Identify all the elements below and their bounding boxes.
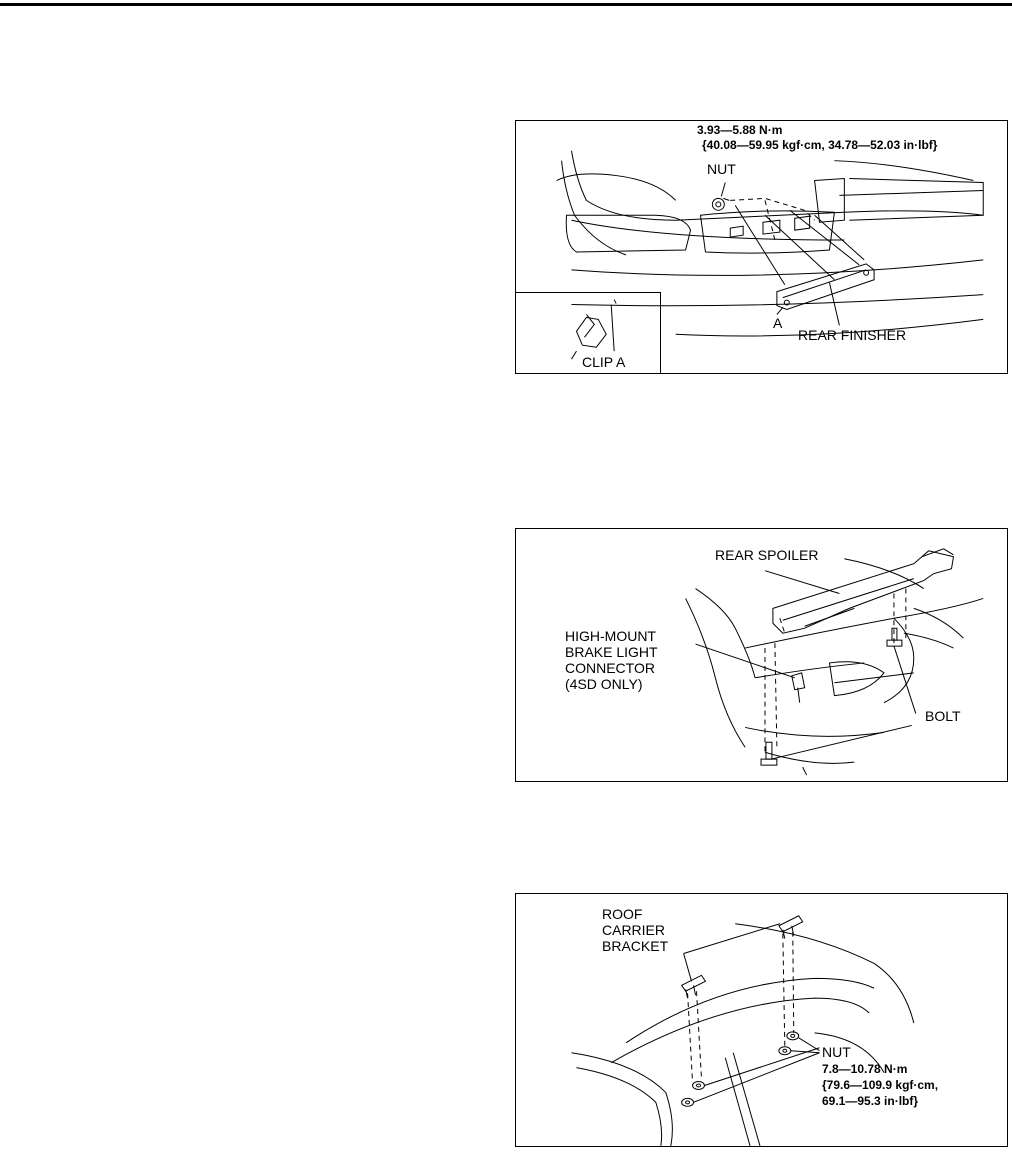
connector-label-line3: CONNECTOR xyxy=(565,660,655,676)
rear-finisher-figure xyxy=(515,120,1008,374)
torque-spec-kgf: {40.08—59.95 kgf·cm, 34.78—52.03 in·lbf} xyxy=(702,138,938,152)
torque-spec-nm: 3.93—5.88 N·m xyxy=(697,123,783,137)
nut-label: NUT xyxy=(822,1044,851,1060)
rear-finisher-label: REAR FINISHER xyxy=(798,327,907,343)
connector-label-line2: BRAKE LIGHT xyxy=(565,644,658,660)
bracket-label-line1: ROOF xyxy=(602,906,643,922)
torque-spec-inlbf: 69.1—95.3 in·lbf} xyxy=(822,1094,919,1108)
bolt-label: BOLT xyxy=(925,708,961,724)
a-label: A xyxy=(773,315,783,331)
connector-label-line1: HIGH-MOUNT xyxy=(565,628,656,644)
header-rule xyxy=(0,3,1012,6)
rear-spoiler-label: REAR SPOILER xyxy=(715,547,819,563)
bracket-label-line2: CARRIER xyxy=(602,922,666,938)
nut-label: NUT xyxy=(707,161,736,177)
torque-spec-kgf: {79.6—109.9 kgf·cm, xyxy=(822,1078,939,1092)
rear-spoiler-figure xyxy=(515,528,1008,782)
bracket-label-line3: BRACKET xyxy=(602,938,669,954)
connector-label-line4: (4SD ONLY) xyxy=(565,676,643,692)
roof-carrier-figure xyxy=(515,893,1008,1147)
torque-spec-nm: 7.8—10.78 N·m xyxy=(822,1062,908,1076)
clip-a-label: CLIP A xyxy=(582,354,626,370)
roof-carrier-illustration xyxy=(516,894,1007,1146)
